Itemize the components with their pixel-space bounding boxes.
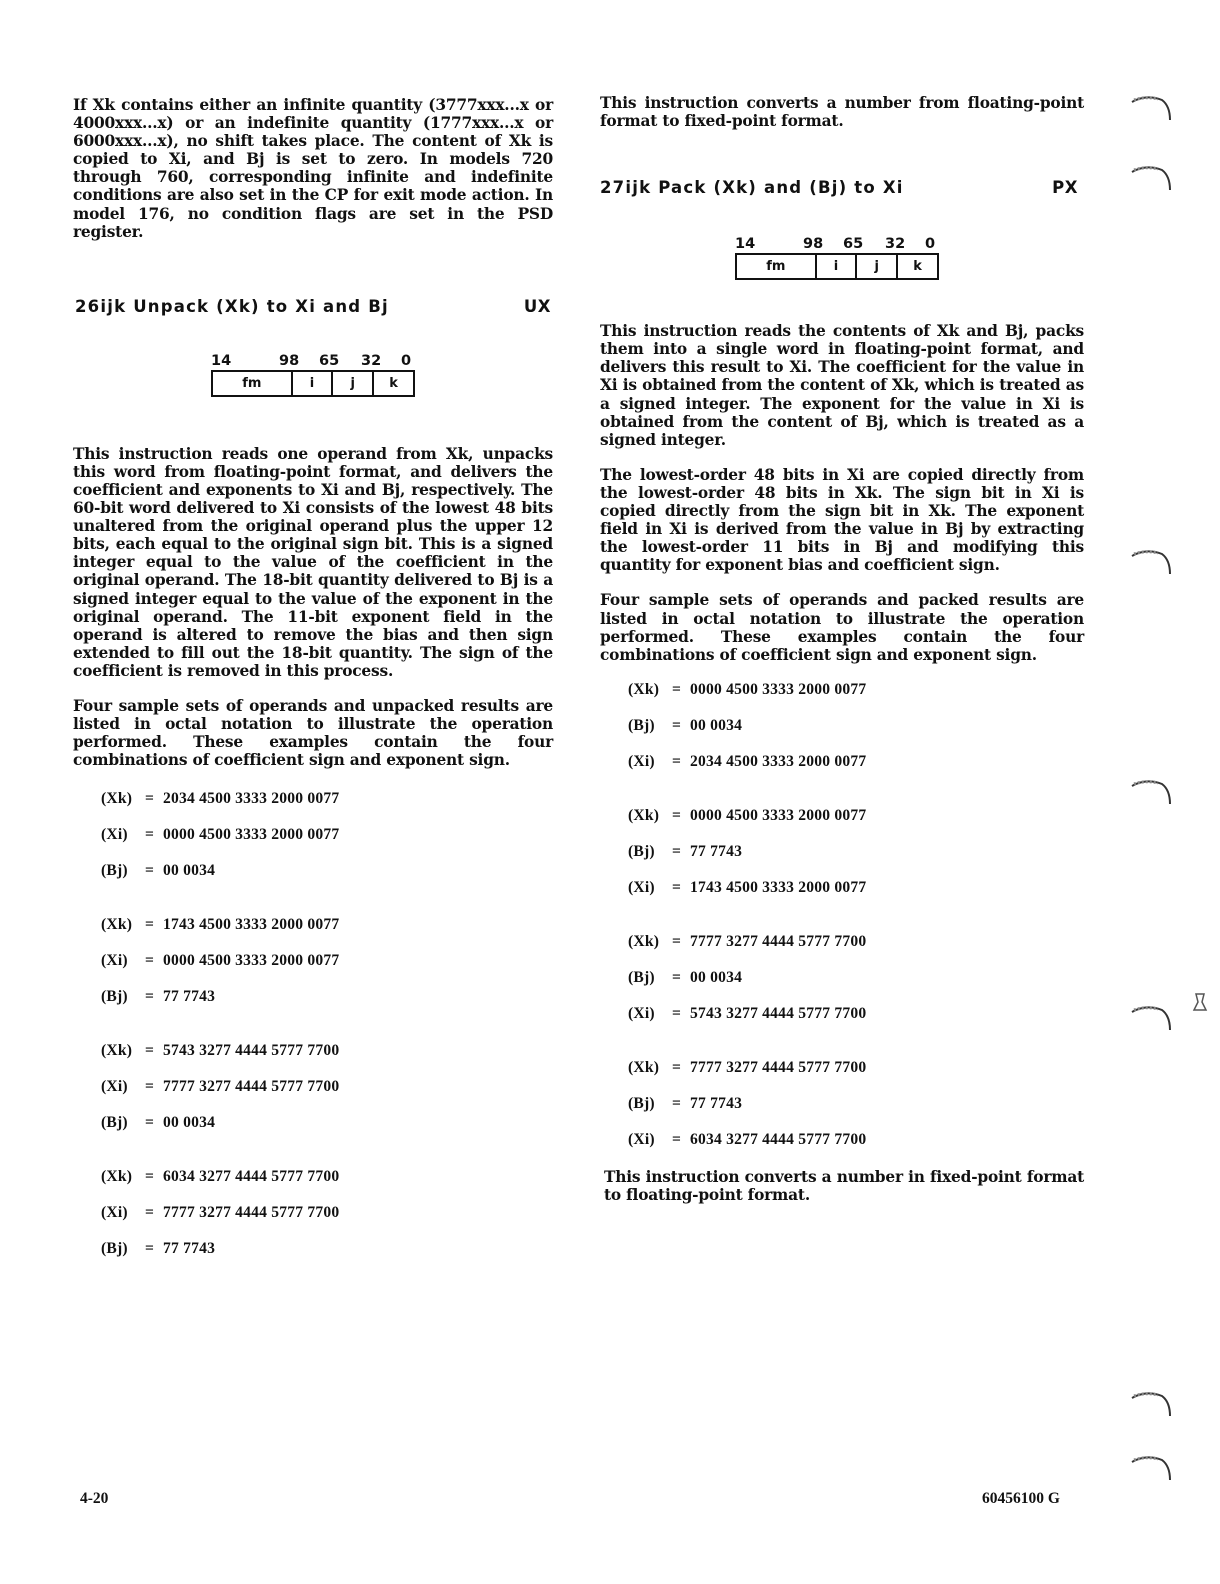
px-closing: This instruction converts a number in fixed-point format to floating-point format. [604,1167,1084,1204]
right-column [600,94,1084,1204]
bit-label: 32 [885,236,906,253]
octal-value: 5743 3277 4444 5777 7700 [690,1004,867,1022]
equals-sign: = [672,752,682,770]
example-row [101,943,553,979]
field-i: i [815,255,856,278]
register-label: (Xk) [628,1058,660,1076]
register-label: (Bj) [628,842,655,860]
equals-sign: = [672,1004,682,1022]
ux-heading [75,297,551,319]
field-j: j [331,372,372,395]
example-row [101,1069,553,1105]
px-description-1: This instruction reads the contents of Xk and Bj, packs them into a single word in floating-point format, and delivers this result to Xi. The coefficient for the value in Xi is obtained from the content of Xk, which is treated as a signed integer. The exponent for the value in Xi is obtained from the content of Bj, which is treated as a signed integer. [600,322,1084,449]
equals-sign: = [672,1130,682,1148]
example-row [628,834,1084,870]
equals-sign: = [145,862,155,880]
equals-sign: = [145,1168,155,1186]
example-row [628,870,1084,906]
octal-value: 77 7743 [163,988,216,1006]
example-row [101,907,553,943]
binder-mark-icon [1128,1388,1174,1418]
example-row [101,781,553,817]
octal-value: 1743 4500 3333 2000 0077 [163,916,340,934]
equals-sign: = [145,826,155,844]
register-label: (Xk) [101,1042,133,1060]
octal-value: 77 7743 [690,842,743,860]
example-row [628,708,1084,744]
bit-label: 14 [735,236,756,253]
example-row [101,1033,553,1069]
example-row [101,1159,553,1195]
equals-sign: = [672,932,682,950]
register-label: (Bj) [101,862,128,880]
example-row [628,1122,1084,1158]
example-set [101,907,553,1015]
equals-sign: = [672,842,682,860]
octal-value: 7777 3277 4444 5777 7700 [690,1058,867,1076]
register-label: (Xk) [101,916,133,934]
register-label: (Xi) [101,1204,128,1222]
page-number: 4-20 [80,1490,109,1507]
register-label: (Bj) [628,1094,655,1112]
px-instruction-format [735,236,941,280]
bit-label: 0 [401,352,412,369]
example-set [628,924,1084,1032]
binder-mark-icon [1128,92,1174,122]
octal-value: 5743 3277 4444 5777 7700 [163,1042,340,1060]
equals-sign: = [672,1058,682,1076]
register-label: (Xi) [101,826,128,844]
equals-sign: = [672,716,682,734]
octal-value: 6034 3277 4444 5777 7700 [163,1168,340,1186]
example-set [628,672,1084,780]
field-k: k [372,372,413,395]
example-row [628,996,1084,1032]
bit-label: 65 [319,352,340,369]
equals-sign: = [672,878,682,896]
octal-value: 2034 4500 3333 2000 0077 [690,752,867,770]
register-label: (Bj) [101,988,128,1006]
octal-value: 77 7743 [690,1094,743,1112]
register-label: (Xk) [628,932,660,950]
binder-mark-icon [1128,162,1174,192]
px-description-2: The lowest-order 48 bits in Xi are copied directly from the lowest-order 48 bits in Xk. The sign bit in Xi is copied directly from the sign bit in Xk. The exponent field in Xi is derived from the value in Bj by extracting the lowest-order 11 bits in Bj and modifying this quantity for exponent bias and coefficient sign. [600,465,1084,575]
equals-sign: = [145,1042,155,1060]
binder-mark-icon [1128,546,1174,576]
equals-sign: = [145,952,155,970]
right-intro-paragraph: This instruction converts a number from floating-point format to fixed-point format. [600,94,1084,131]
example-row [628,1050,1084,1086]
example-row [101,1231,553,1267]
octal-value: 77 7743 [163,1240,216,1258]
equals-sign: = [672,680,682,698]
field-i: i [291,372,332,395]
octal-value: 0000 4500 3333 2000 0077 [163,826,340,844]
register-label: (Xi) [628,878,655,896]
equals-sign: = [672,1094,682,1112]
field-fm: fm [242,375,262,391]
register-label: (Xk) [101,1168,133,1186]
octal-value: 2034 4500 3333 2000 0077 [163,790,340,808]
px-samples-intro: Four sample sets of operands and packed results are listed in octal notation to illustrate the operation performed. These examples contain the four combinations of coefficient sign and exponent sign. [600,591,1084,664]
bit-label: 98 [803,236,824,253]
register-label: (Bj) [628,968,655,986]
register-label: (Bj) [101,1114,128,1132]
bit-label: 0 [925,236,936,253]
octal-value: 00 0034 [163,862,216,880]
field-k: k [896,255,937,278]
ux-examples [101,781,553,1267]
px-heading [600,178,1078,200]
bit-label: 65 [843,236,864,253]
register-label: (Bj) [101,1240,128,1258]
example-row [101,1105,553,1141]
octal-value: 7777 3277 4444 5777 7700 [163,1078,340,1096]
bit-label: 14 [211,352,232,369]
left-intro-paragraph: If Xk contains either an infinite quantity (3777xxx...x or 4000xxx...x) or an indefinite quantity (1777xxx...x or 6000xxx...x), no shift takes place. The content of Xk is copied to Xi, and Bj is set to zero. In models 720 through 760, corresponding infinite and indefinite conditions are also set in the CP for exit mode action. In model 176, no condition flags are set in the PSD register. [73,96,553,241]
example-set [101,1033,553,1141]
octal-value: 7777 3277 4444 5777 7700 [163,1204,340,1222]
equals-sign: = [145,1078,155,1096]
left-column [73,96,553,1267]
binder-mark-icon [1128,1002,1174,1032]
octal-value: 0000 4500 3333 2000 0077 [690,806,867,824]
example-row [101,979,553,1015]
octal-value: 7777 3277 4444 5777 7700 [690,932,867,950]
equals-sign: = [672,806,682,824]
example-row [628,924,1084,960]
octal-value: 00 0034 [690,716,743,734]
px-heading-title: 27ijk Pack (Xk) and (Bj) to Xi [600,178,904,198]
example-set [101,1159,553,1267]
equals-sign: = [672,968,682,986]
example-row [628,1086,1084,1122]
example-set [101,781,553,889]
register-label: (Xi) [101,1078,128,1096]
octal-value: 6034 3277 4444 5777 7700 [690,1130,867,1148]
register-label: (Xk) [628,680,660,698]
example-set [628,1050,1084,1158]
equals-sign: = [145,1240,155,1258]
example-row [628,960,1084,996]
bit-label: 32 [361,352,382,369]
octal-value: 0000 4500 3333 2000 0077 [163,952,340,970]
document-number: 60456100 G [982,1490,1060,1507]
binder-mark-icon [1128,1452,1174,1482]
ux-mnemonic: UX [523,296,551,316]
px-mnemonic: PX [1052,178,1078,198]
example-row [628,744,1084,780]
binder-mark-icon [1128,776,1174,806]
example-row [101,817,553,853]
px-bit-positions [735,236,941,254]
octal-value: 0000 4500 3333 2000 0077 [690,680,867,698]
px-examples [628,672,1084,1158]
octal-value: 00 0034 [163,1114,216,1132]
example-row [628,798,1084,834]
field-j: j [855,255,896,278]
ux-format-fields [211,370,415,397]
register-label: (Xi) [628,1130,655,1148]
ux-description: This instruction reads one operand from Xk, unpacks this word from floating-point format, and delivers the coefficient and exponents to Xi and Bj, respectively. The 60-bit word delivered to Xi consists of the lowest 48 bits unaltered from the original operand plus the upper 12 bits, each equal to the original sign bit. This is a signed integer equal to the value of the coefficient in the original operand. The 18-bit quantity delivered to Bj is a signed integer equal to the value of the exponent in the original operand. The 11-bit exponent field in the operand is altered to remove the bias and then sign extended to fill out the 18-bit quantity. The sign of the coefficient is removed in this process. [73,444,553,680]
equals-sign: = [145,1204,155,1222]
octal-value: 1743 4500 3333 2000 0077 [690,878,867,896]
example-row [101,1195,553,1231]
px-format-fields [735,253,939,280]
register-label: (Xk) [628,806,660,824]
register-label: (Bj) [628,716,655,734]
register-label: (Xi) [628,1004,655,1022]
register-label: (Xk) [101,790,133,808]
ux-bit-positions [211,353,417,371]
ux-heading-title: 26ijk Unpack (Xk) to Xi and Bj [75,296,389,316]
ux-instruction-format [211,353,417,397]
example-row [101,853,553,889]
equals-sign: = [145,916,155,934]
ux-samples-intro: Four sample sets of operands and unpacked results are listed in octal notation to illustrate the operation performed. These examples contain the four combinations of coefficient sign and exponent sign. [73,696,553,770]
equals-sign: = [145,790,155,808]
scan-speck-icon [1190,990,1210,1014]
register-label: (Xi) [628,752,655,770]
example-row [628,672,1084,708]
example-set [628,798,1084,906]
register-label: (Xi) [101,952,128,970]
equals-sign: = [145,988,155,1006]
octal-value: 00 0034 [690,968,743,986]
equals-sign: = [145,1114,155,1132]
bit-label: 98 [279,352,300,369]
field-fm: fm [766,259,786,275]
